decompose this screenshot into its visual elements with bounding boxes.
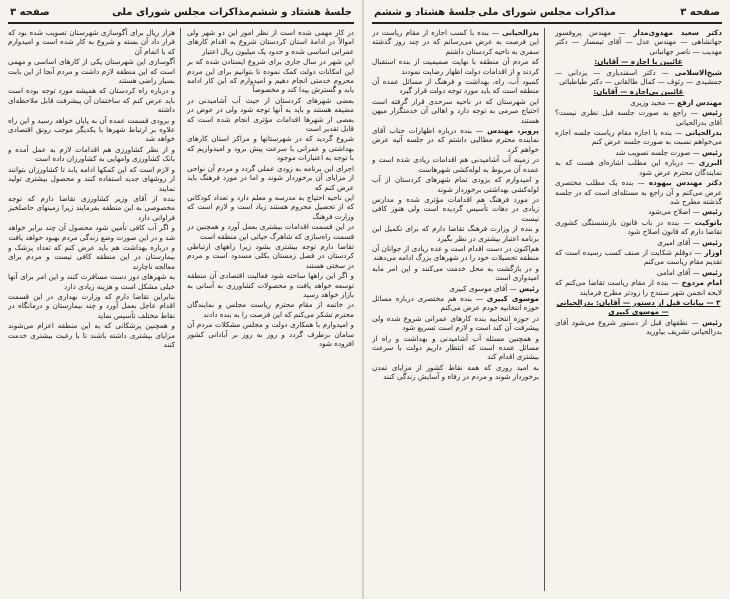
paragraph: دکتر مهندس بیهوده — بنده یک مطلب مختصری عرض می‌کنم و آن راجع به مسئله‌ای است که در جلسه گذشته مطرح شد — [555, 178, 722, 206]
right-page — [364, 0, 730, 599]
paragraph: امام مردوخ — بنده از مقام ریاست تقاضا می‌کنم که لایحه انجمن شهر سنندج را زودتر مطرح فرمایند — [555, 278, 722, 297]
paragraph: غائبین بی‌اجازه — آقایان: — [593, 87, 684, 97]
paragraph: رئیس — راجع به صورت جلسه قبل نظری نیست؟ آقای بدرالحیانی — [555, 108, 722, 127]
paragraph: بعضی شهرهای کردستان از حیث آب آشامیدنی در مضیقه هستند و باید به آنها توجه شود ولی در عوض در بعضی از شهرها اقدامات مؤثری انجام شده است که قابل تقدیر است — [187, 95, 354, 134]
paragraph: بدرالحیانی — بنده با کسب اجازه از مقام ریاست در این فرصت به عرض می‌رسانم که در چند روز گذشته سفری به ناحیه کردستان داشتم — [372, 28, 539, 56]
right-page-column-right — [555, 28, 722, 591]
paragraph: که مردم آن منطقه با نهایت صمیمیت از بنده استقبال کردند و از اقدامات دولت اظهار رضایت نمودند — [372, 57, 539, 76]
paragraph: و همچنین مسئله آب آشامیدنی و بهداشت و راه از مسائل عمده است که انتظار داریم دولت با سرعت بیشتری اقدام کند — [372, 333, 539, 362]
left-page-number: صفحه ۳ — [10, 7, 50, 18]
paragraph: و اگر این راهها ساخته شود فعالیت اقتصادی آن منطقه توسعه خواهد یافت و محصولات کشاورزی به آسانی به بازار خواهد رسید — [187, 271, 354, 299]
right-center-title: مذاکرات مجلس شورای ملی — [478, 7, 616, 18]
paragraph: رئیس — آقای امامی — [656, 267, 722, 277]
paragraph: رئیس — صورت جلسه تصویب شد — [615, 147, 722, 157]
paragraph: و اگر آب کافی تأمین شود محصول آن چند برابر خواهد شد و در این صورت وضع زندگی مردم بهبود خواهد یافت — [8, 223, 175, 242]
paragraph: و درباره راه کردستان که همیشه مورد توجه بوده است باید عرض کنم که ساختمان آن پیشرفت قابل ملاحظه‌ای داشته — [8, 86, 175, 115]
paragraph: در این قسمت اقدامات بیشتری بعمل آورد و همچنین در قسمت راه‌سازی که شاهرگ حیاتی این منطقه است — [187, 222, 354, 241]
paragraph: به شهرهای دور دست مسافرت کنند و این امر برای آنها خیلی مشکل است و هزینه زیادی دارد — [8, 272, 175, 291]
paragraph: مهندس ارفع — مجید وزیری — [630, 97, 722, 107]
paragraph: بدرالحیانی — بنده با اجازه مقام ریاست جلسه اجازه می‌خواهم نسبت به صورت جلسه عرض کنم — [555, 128, 722, 147]
paragraph: اجرای این برنامه به زودی عملی گردد و مردم آن نواحی از مزایای آن برخوردار شوند و اما در مورد فرهنگ باید عرض کنم که — [187, 163, 354, 192]
left-page-column-left — [8, 28, 175, 591]
paragraph: و از نظر کشاورزی هم اقدامات لازم به عمل آمده و بانک کشاورزی وامهایی به کشاورزان داده است — [8, 144, 175, 164]
paragraph: رئیس — نطقهای قبل از دستور شروع می‌شود آقای بدرالحیانی تشریف بیاورید — [555, 317, 722, 337]
paragraph: به امید روزی که همه نقاط کشور از مزایای تمدن برخوردار شوند و مردم در رفاه و آسایش زندگی کنند — [372, 362, 539, 382]
paragraph: موسوی کبیری — بنده هم مختصری درباره مسائل حوزه انتخابیه خودم عرض می‌کنم — [372, 293, 539, 313]
paragraph: و امیدوارم با همکاری دولت و مجلس مشکلات مردم آن سامان برطرف گردد و روز به روز بر آبادانی کشور افزوده شود — [187, 320, 354, 348]
right-session-label: جلسهٔ هشتاد و ششم — [374, 7, 477, 18]
paragraph: کمبود آب، راه، بهداشت و فرهنگ از مسائل عمده آن منطقه است که باید مورد توجه دولت قرار گیرد — [372, 77, 539, 96]
right-page-header — [372, 6, 722, 24]
paragraph: دکتر سعید مهدوی‌مدار — مهندس پروفسور جهانشاهی — مهندس عدل — آقای تیمسار — دکتر مهدیب — ناصر جهانبانی — [555, 28, 722, 56]
paragraph: و در بازگشت به محل خدمت می‌کنند و این امر مایه امیدواری است — [372, 263, 539, 283]
paragraph: این ناحیه احتیاج به مدرسه و معلم دارد و تعداد کودکانی که از تحصیل محروم هستند زیاد است و لازم است که وزارت فرهنگ — [187, 192, 354, 221]
right-columns — [372, 28, 722, 591]
paragraph: ۳ — بیانات قبل از دستور — آقایان: بدرالحیانی — موسوی کبیری — [556, 297, 721, 317]
paragraph: و بزودی قسمت عمده آن به پایان خواهد رسید و این راه علاوه بر ارتباط شهرها با یکدیگر موجب رونق اقتصادی خواهد شد — [8, 115, 175, 144]
paragraph: پرویز، مهندس — بنده درباره اظهارات جناب آقای نماینده محترم مطالبی داشتم که در جلسه آتیه عرض خواهم کرد — [372, 126, 539, 154]
paragraph: در کار مهمی شده است از نظر امور این دو شهر ولی اموالاً در ادامهٔ استان کردستان شروع به اقدام کارهای عمرانی اساسی شده و حدود یک میلیون ریال اعتبار — [187, 28, 354, 56]
paragraph: در حوزه انتخابیه بنده کارهای عمرانی شروع شده ولی پیشرفت آن کند است و لازم است تسریع شود — [372, 313, 539, 333]
paragraph: و امیدوارم که بزودی تمام شهرهای کردستان از آب لوله‌کشی بهداشتی برخوردار شوند — [372, 175, 539, 194]
paragraph: رئیس — آقای موسوی کبیری — [449, 283, 539, 293]
paragraph: و درباره بهداشت هم باید عرض کنم که تعداد پزشک و بیمارستان در این منطقه کافی نیست و مردم برای معالجه ناچارند — [8, 242, 175, 271]
left-session-label: جلسهٔ هشتاد و ششم — [249, 7, 352, 18]
paragraph: شروع گردید که در شهرستانها و مراکز استان کارهای بهداشتی و عمرانی با سرعت پیش برود و امیدواریم که با توجه به اعتبارات موجود — [187, 134, 354, 163]
paragraph: هزار ریال برای آگوسازی شهرستان تصویب شده بود که قرار داد آن بسته و شروع به کار شده است و امیدوارم که با اتمام آن — [8, 28, 175, 56]
paragraph: غائبین با اجازه — آقایان: — [594, 57, 683, 67]
paragraph: در مورد فرهنگ هم اقدامات مؤثری شده و مدارس زیادی در دهات تأسیس گردیده است ولی هنوز کافی نیست — [372, 194, 539, 223]
paragraph: این شهر در سال جاری برای شروع ایستادن شده که بر این امکانات دولت کمک نموده تا بتوانیم برای این مردم محروم خدمتی انجام دهیم و امیدوارم که این کار ادامه یابد و گسترش پیدا کند و مخصوصاً — [187, 57, 354, 95]
left-page — [0, 0, 363, 599]
right-page-number: صفحه ۳ — [680, 7, 720, 18]
left-page-header — [8, 6, 354, 24]
paragraph: اوزار — دوقلم شکایت از صنف کسب رسیده است که تقدیم مقام ریاست می‌کنم — [555, 247, 722, 267]
paragraph: و همچنین پزشکانی که به این منطقه اعزام می‌شوند مزایای بیشتری داشته باشند تا با رغبت بیشتری خدمت کنند — [8, 321, 175, 349]
paragraph: در خاتمه از مقام محترم ریاست مجلس و نمایندگان محترم تشکر می‌کنم که این فرصت را به بنده دادند — [187, 300, 354, 319]
paragraph: رئیس — آقای امیری — [657, 237, 722, 247]
paragraph: رئیس — اصلاح می‌شود — [648, 207, 722, 217]
paragraph: هم‌اکنون در دست اقدام است و عده زیادی از جوانان آن منطقه تحصیلات خود را در شهرهای بزرگ ادامه می‌دهند — [372, 243, 539, 263]
column-divider — [180, 28, 181, 591]
right-page-column-left — [372, 28, 539, 591]
paragraph: شیخ‌الاسلامی — دکتر اسفندیاری — یزدانی — جمشیدی — رئوف — کمال طالقانی — دکتر طباطبائی — [555, 67, 722, 87]
paragraph: البرزی — درباره این مطلب اشاره‌ای هست که به نمایندگان محترم عرض شود — [555, 158, 722, 177]
paragraph: این شهرستان که در ناحیه سرحدی قرار گرفته است احتیاج مبرمی به توجه دارد و اهالی آن خدمتگزار میهن هستند — [372, 96, 539, 125]
left-center-title: مذاکرات مجلس شورای ملی — [112, 7, 250, 18]
column-divider — [544, 28, 545, 591]
paragraph: در زمینه آب آشامیدنی هم اقدامات زیادی شده است و عمده آن مربوط به لوله‌کشی شهرهاست — [372, 155, 539, 174]
paragraph: آگوسازی این شهرستان یکی از کارهای اساسی و مهمی است که این منطقه لازم داشت و مردم آنجا از این بابت بسیار راضی هستند — [8, 57, 175, 86]
paragraph: و لازم است که این کمکها ادامه یابد تا کشاورزان بتوانند از روشهای جدید استفاده کنند و محصول بیشتری تولید نمایند — [8, 164, 175, 193]
left-page-column-right — [187, 28, 354, 591]
paragraph: بنابراین تقاضا دارم که وزارت بهداری در این قسمت اقدام عاجل بعمل آورد و چند بیمارستان و درمانگاه در نقاط مختلف تأسیس نماید — [8, 291, 175, 320]
paragraph: تقاضا دارم توجه بیشتری بشود زیرا راههای ارتباطی کردستان در فصل زمستان بکلی مسدود است و مردم در سختی هستند — [187, 241, 354, 270]
paragraph: و بنده از وزارت فرهنگ تقاضا دارم که برای تکمیل این برنامه اعتبار بیشتری در نظر بگیرد — [372, 224, 539, 243]
left-columns — [8, 28, 354, 591]
paragraph: بنده از آقای وزیر کشاورزی تقاضا دارم که توجه مخصوصی به این منطقه بفرمایند زیرا زمینهای حاصلخیز فراوانی دارد — [8, 193, 175, 222]
paragraph: باتوکیت — بنده در باب قانون بازنشستگی کشوری تقاضا دارم که قانون اصلاح شود — [555, 217, 722, 237]
